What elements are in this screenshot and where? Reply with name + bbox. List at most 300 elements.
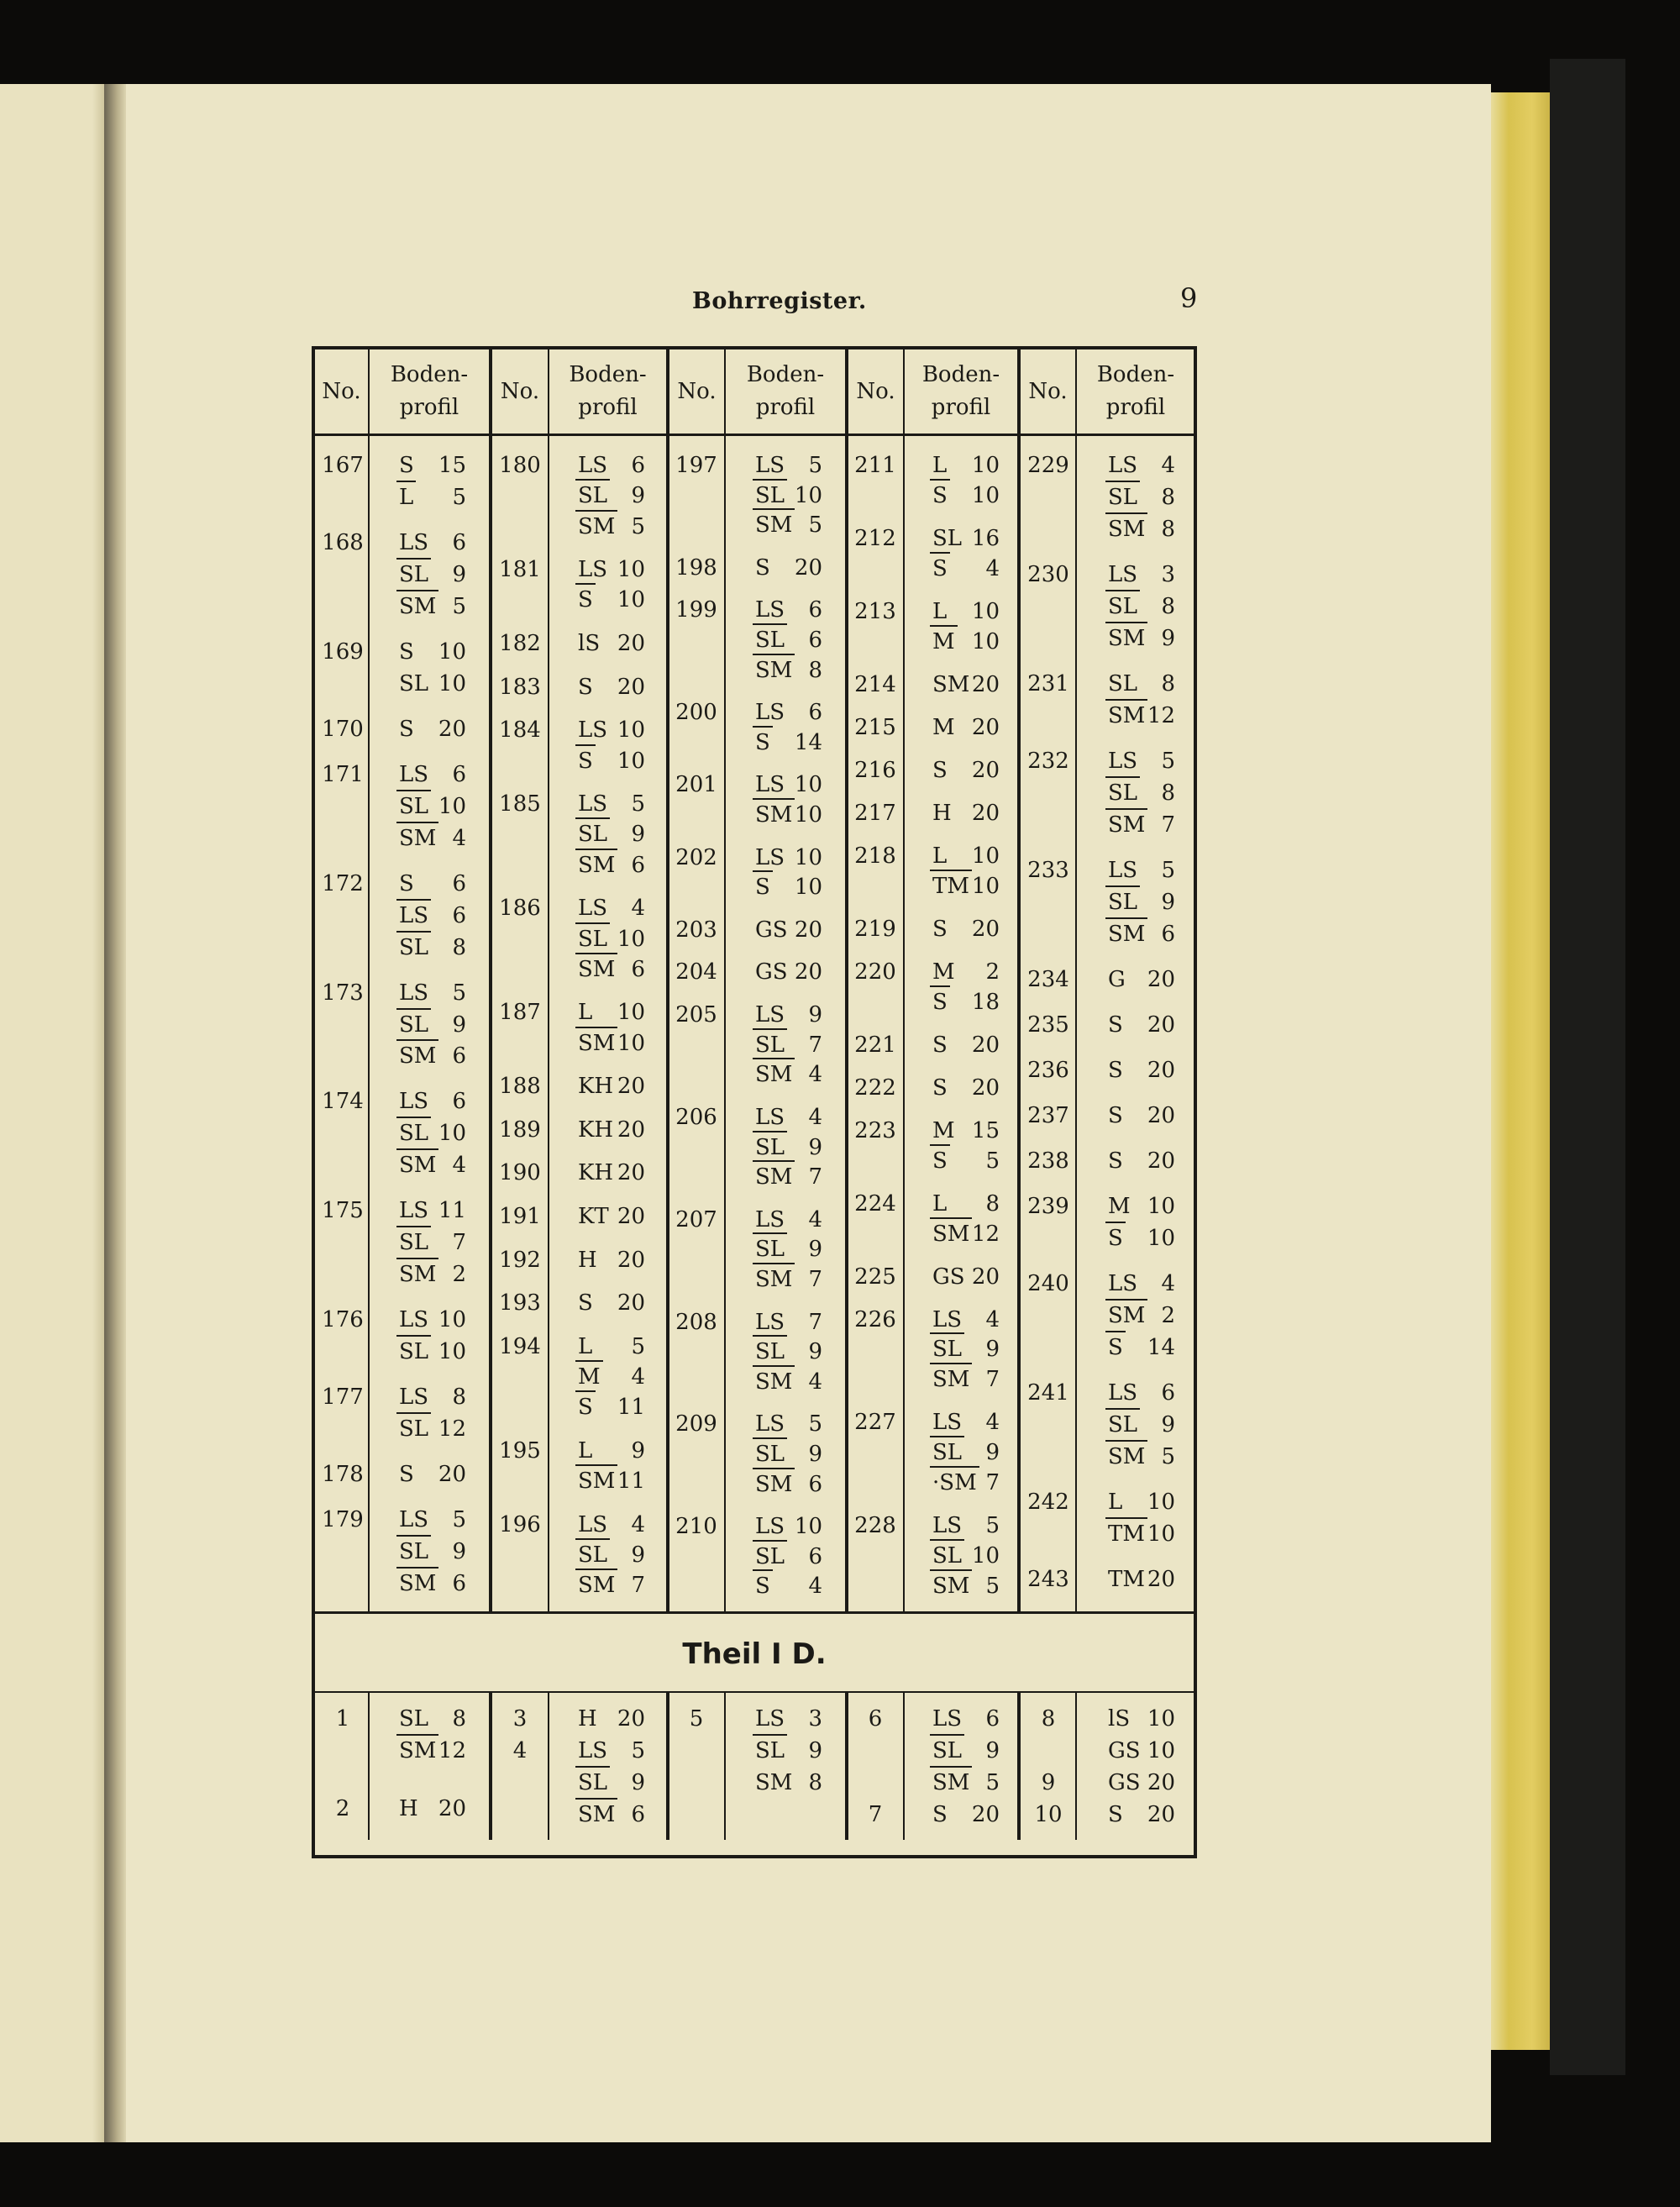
entry-no: 173 [322,980,364,1006]
profile-line [1108,455,1175,476]
profile-line [755,629,822,651]
thickness-value: 7 [452,1230,466,1255]
soil-code: KH [578,1074,614,1099]
profile-line [399,718,466,740]
book-gutter [104,84,126,2142]
section-rule-top [315,1611,1194,1614]
thickness-value: 9 [1161,1412,1175,1437]
thickness-value: 15 [971,1118,1000,1143]
header-bodenprofil: Boden- profil [921,362,1000,420]
soil-code: SM [932,672,970,697]
soil-code: LS [399,903,429,928]
profile-line [932,1193,1000,1215]
soil-code: L [932,1191,948,1216]
soil-code: SM [578,514,616,539]
soil-code: LS [399,1198,429,1223]
soil-code: L [932,453,948,478]
soil-code: TM [1108,1521,1145,1547]
soil-code: LS [578,453,608,478]
entry-no: 210 [675,1514,717,1540]
entry-no: 204 [675,959,717,985]
thickness-value: 10 [617,1000,645,1025]
thickness-value: 20 [1147,1770,1175,1795]
profile-line [399,905,466,927]
profile-line [1108,518,1175,540]
profile-line [932,717,1000,738]
entry-no: 231 [1027,671,1069,696]
soil-code: S [755,555,770,581]
thickness-value: 20 [971,1264,1000,1290]
profile-line [399,1463,466,1485]
thickness-value: 20 [617,631,645,656]
thickness-value: 4 [452,1153,466,1178]
thickness-value: 9 [808,1002,822,1027]
book-cover [1550,59,1625,2075]
entry-no: 207 [675,1206,717,1232]
thickness-value: 7 [985,1470,1000,1495]
soil-code: SM [399,1043,437,1069]
profile-line [755,1546,822,1568]
thickness-value: 10 [971,629,1000,654]
profile-line [755,1034,822,1056]
soil-code: SM [578,1031,616,1056]
entry-no: 198 [675,554,717,581]
thickness-value: 20 [438,717,466,742]
profile-line [1108,596,1175,617]
soil-code: L [932,599,948,624]
entry-no: 219 [854,916,896,942]
soil-code: LS [932,1706,963,1731]
part2-profile-line [755,1772,822,1794]
profile-line [578,793,645,815]
thickness-value: 9 [985,1738,1000,1763]
thickness-value: 11 [438,1198,466,1223]
soil-code: SM [1108,922,1146,947]
profile-line [399,641,466,663]
left-page-edge [0,84,106,2142]
profile-line [578,1206,645,1227]
soil-code: S [932,1148,948,1174]
thickness-value: 20 [971,1033,1000,1058]
profile-line [399,596,466,617]
bohrregister-table [312,346,1197,1858]
soil-code: SL [399,671,429,696]
soil-code: SL [578,1542,608,1568]
profile-line [578,1162,645,1184]
part2-entry-no: 7 [868,1802,883,1827]
thickness-value: 6 [452,1571,466,1596]
thickness-value: 3 [808,1706,822,1731]
soil-code: SL [578,1770,608,1795]
soil-code: SL [578,927,608,952]
page-number: 9 [1180,282,1198,314]
profile-line [399,1014,466,1036]
thickness-value: 10 [794,772,822,797]
entry-no: 228 [854,1513,896,1539]
profile-line [1108,1414,1175,1436]
part2-profile-line [399,1708,466,1730]
thickness-value: 9 [808,1339,822,1364]
thickness-value: 6 [631,453,645,478]
thickness-value: 5 [808,1411,822,1437]
soil-code: LS [755,1105,785,1130]
soil-code: S [578,749,593,774]
soil-code: LS [755,597,785,623]
thickness-value: 11 [617,1469,645,1494]
entry-no: 190 [499,1160,541,1186]
thickness-value: 9 [631,1770,645,1795]
soil-code: SM [932,1367,970,1392]
thickness-value: 4 [808,1574,822,1599]
thickness-value: 8 [1161,485,1175,510]
thickness-value: 15 [438,453,466,478]
soil-code: LS [755,1207,785,1232]
profile-line [1108,1227,1175,1249]
thickness-value: 9 [808,1738,822,1763]
thickness-value: 8 [1161,517,1175,542]
profile-line [755,961,822,983]
thickness-value: 7 [808,1267,822,1292]
profile-line [1108,1150,1175,1172]
profile-line [399,796,466,817]
soil-code: SL [399,1121,429,1146]
profile-line [399,1232,466,1253]
soil-code: SL [1108,594,1138,619]
entry-no: 240 [1027,1271,1069,1296]
thickness-value: 4 [631,1364,645,1390]
soil-code: SM [399,1571,437,1596]
entry-no: 223 [854,1117,896,1143]
entry-no: 206 [675,1104,717,1130]
soil-code: S [1108,1148,1123,1174]
entry-no: 180 [499,453,541,478]
thickness-value: 10 [1147,1226,1175,1251]
profile-line [1108,1523,1175,1545]
thickness-value: 5 [808,512,822,538]
entry-no: 236 [1027,1058,1069,1083]
soil-code: S [932,1802,948,1827]
thickness-value: 7 [808,1310,822,1335]
thickness-value: 20 [794,959,822,985]
profile-line [755,514,822,536]
soil-code: SL [932,1738,963,1763]
thickness-value: 4 [808,1105,822,1130]
thickness-value: 20 [1147,1103,1175,1128]
thickness-value: 5 [631,791,645,817]
part2-profile-line [578,1804,645,1826]
profile-line [755,702,822,723]
thickness-value: 5 [452,594,466,619]
soil-code: GS [1108,1738,1141,1763]
part2-entry-no: 6 [868,1706,883,1731]
profile-line [755,847,822,869]
entry-no: 169 [322,638,364,665]
soil-code: S [932,483,948,508]
entry-no: 239 [1027,1194,1069,1219]
thickness-value: 20 [617,1160,645,1185]
profile-line [932,1442,1000,1463]
soil-code: SL [755,1339,785,1364]
soil-code: LS [578,557,608,582]
thickness-value: 10 [438,794,466,819]
soil-code: SL [932,1440,963,1465]
thickness-value: 9 [808,1135,822,1160]
thickness-value: 9 [808,1237,822,1262]
soil-code: LS [578,1738,608,1763]
entry-no: 225 [854,1264,896,1290]
entry-no: 194 [499,1333,541,1359]
soil-code: S [755,875,770,900]
soil-code: LS [1108,858,1138,883]
soil-code: SM [578,1802,616,1827]
entry-no: 217 [854,800,896,826]
profile-line [755,876,822,898]
entry-no: 218 [854,843,896,869]
part2-profile-line [932,1772,1000,1794]
profile-line [932,1338,1000,1360]
soil-code: SM [399,1262,437,1287]
thickness-value: 8 [452,1385,466,1410]
soil-code: LS [399,1307,429,1332]
thickness-value: 10 [794,1514,822,1539]
profile-line [399,1309,466,1331]
soil-code: SM [399,826,437,851]
thickness-value: 20 [1147,1802,1175,1827]
profile-line [1108,673,1175,695]
profile-line [932,1223,1000,1245]
soil-code: S [932,1033,948,1058]
thickness-value: 10 [1147,1706,1175,1731]
profile-line [578,1544,645,1566]
entry-no: 192 [499,1247,541,1273]
thickness-value: 20 [617,1074,645,1099]
thickness-value: 10 [617,1031,645,1056]
running-head: Bohrregister. [692,288,867,314]
profile-line [578,719,645,741]
profile-line [578,676,645,698]
profile-line [932,1369,1000,1390]
thickness-value: 20 [971,715,1000,740]
soil-code: SL [755,1442,785,1467]
soil-code: ·SM [932,1470,977,1495]
part2-profile-line [1108,1708,1175,1730]
soil-code: SL [399,1416,429,1442]
profile-line [1108,1105,1175,1127]
entry-no: 226 [854,1306,896,1332]
entry-no: 196 [499,1511,541,1537]
soil-code: SM [399,1738,437,1763]
thickness-value: 12 [1147,703,1175,728]
header-no: No. [500,378,540,404]
thickness-value: 6 [808,597,822,623]
soil-code: SM [755,512,793,538]
soil-code: SM [755,1472,793,1497]
entry-no: 188 [499,1074,541,1100]
entry-no: 230 [1027,562,1069,587]
profile-line [578,1119,645,1141]
part2-entry-no: 10 [1034,1802,1063,1827]
entry-no: 172 [322,870,364,896]
thickness-value: 6 [1161,922,1175,947]
thickness-value: 20 [1147,1567,1175,1592]
soil-code: LS [399,1507,429,1532]
profile-line [932,1266,1000,1288]
thickness-value: 9 [452,1539,466,1564]
profile-line [578,1292,645,1314]
profile-line [578,559,645,581]
thickness-value: 16 [971,526,1000,551]
thickness-value: 10 [438,639,466,665]
soil-code: M [578,1364,601,1390]
thickness-value: 6 [452,1089,466,1114]
profile-line [399,486,466,508]
soil-code: S [399,871,414,896]
soil-code: SL [755,1544,785,1569]
entry-no: 222 [854,1075,896,1101]
entry-no: 234 [1027,967,1069,992]
thickness-value: 2 [452,1262,466,1287]
part2-entry-no: 8 [1041,1706,1056,1731]
profile-line [755,1575,822,1597]
profile-line [932,455,1000,476]
profile-line [932,1545,1000,1567]
soil-code: SM [578,957,616,982]
profile-line [1108,750,1175,772]
thickness-value: 10 [617,717,645,743]
entry-no: 203 [675,917,717,943]
entry-no: 189 [499,1117,541,1143]
profile-line [1108,1382,1175,1404]
entry-no: 177 [322,1385,364,1411]
profile-line [399,1541,466,1563]
soil-code: SM [1108,812,1146,838]
profile-line [932,918,1000,940]
profile-line [1108,1273,1175,1295]
soil-code: L [578,1000,593,1025]
thickness-value: 8 [808,658,822,683]
soil-code: SM [755,1369,793,1395]
soil-code: SM [932,1770,970,1795]
thickness-value: 10 [617,587,645,612]
soil-code: S [399,717,414,742]
thickness-value: 20 [794,555,822,581]
soil-code: SL [755,1135,785,1160]
thickness-value: 10 [971,483,1000,508]
profile-line [1108,814,1175,836]
thickness-value: 7 [808,1164,822,1190]
thickness-value: 5 [808,453,822,478]
profile-line [578,1001,645,1023]
entry-no: 216 [854,757,896,783]
soil-code: SM [932,1574,970,1599]
soil-code: SL [755,1033,785,1058]
soil-code: S [578,1290,593,1316]
soil-code: SM [399,594,437,619]
entry-no: 205 [675,1002,717,1028]
soil-code: SM [755,802,793,828]
thickness-value: 20 [971,758,1000,783]
thickness-value: 10 [794,875,822,900]
profile-line [399,1264,466,1285]
soil-code: TM [1108,1567,1145,1592]
thickness-value: 20 [438,1796,466,1821]
part2-profile-line [932,1804,1000,1826]
profile-line [578,750,645,772]
profile-line [932,631,1000,653]
profile-line [932,528,1000,549]
profile-line [755,1106,822,1128]
thickness-value: 4 [1161,453,1175,478]
thickness-value: 10 [1147,1194,1175,1219]
soil-code: LS [755,1310,785,1335]
soil-code: S [1108,1335,1123,1360]
thickness-value: 10 [971,874,1000,899]
thickness-value: 10 [794,802,822,828]
profile-line [399,1200,466,1222]
entry-no: 181 [499,557,541,583]
thickness-value: 10 [1147,1738,1175,1763]
profile-line [1108,891,1175,913]
profile-line [932,1309,1000,1331]
thickness-value: 2 [1161,1303,1175,1328]
profile-line [578,1470,645,1492]
entry-no: 214 [854,671,896,697]
thickness-value: 10 [971,599,1000,624]
thickness-value: 20 [617,1248,645,1273]
thickness-value: 8 [1161,780,1175,806]
thickness-value: 6 [452,871,466,896]
profile-line [755,1443,822,1465]
profile-line [755,1516,822,1537]
header-bodenprofil: Boden- profil [569,362,647,420]
entry-no: 186 [499,896,541,922]
soil-code: H [578,1248,597,1273]
thickness-value: 8 [452,1706,466,1731]
thickness-value: 5 [452,980,466,1006]
profile-line [1108,1059,1175,1081]
soil-code: GS [755,959,788,985]
profile-line [399,764,466,786]
soil-code: SL [578,822,608,847]
profile-line [755,1238,822,1260]
thickness-value: 20 [1147,1148,1175,1174]
thickness-value: 7 [985,1367,1000,1392]
thickness-value: 20 [617,675,645,700]
profile-line [932,759,1000,781]
soil-code: S [932,990,948,1015]
entry-no: 174 [322,1089,364,1115]
soil-code: lS [578,631,601,656]
header-rule [315,434,1194,436]
profile-line [578,1396,645,1418]
thickness-value: 6 [808,628,822,653]
soil-code: LS [932,1307,963,1332]
entry-no: 167 [322,453,364,478]
entry-no: 182 [499,631,541,657]
profile-line [755,1341,822,1363]
part2-profile-line [1108,1740,1175,1762]
soil-code: TM [932,874,969,899]
part2-profile-line [932,1708,1000,1730]
soil-code: SL [1108,1412,1138,1437]
entry-no: 191 [499,1204,541,1230]
entry-no: 170 [322,716,364,742]
entry-no: 243 [1027,1567,1069,1592]
profile-line [932,601,1000,623]
thickness-value: 10 [617,557,645,582]
soil-code: SL [755,1237,785,1262]
profile-line [578,928,645,950]
